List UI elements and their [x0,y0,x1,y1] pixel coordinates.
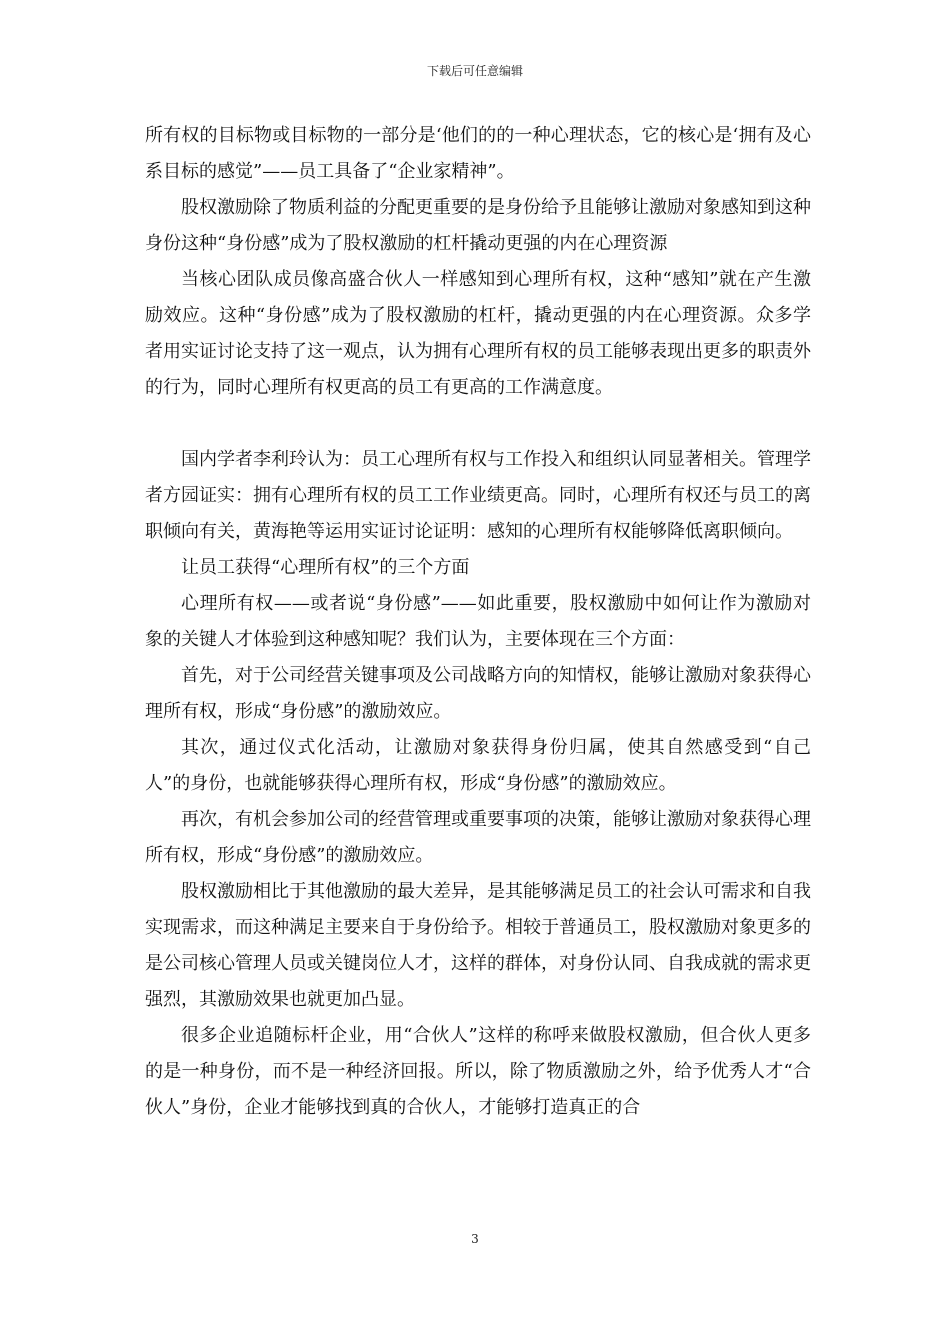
section-heading: 让员工获得“心理所有权”的三个方面 [181,557,470,578]
paragraph-1: 所有权的目标物或目标物的一部分是‘他们的的一种心理状态，它的核心是‘拥有及心系目标的感觉”——员工具备了“企业家精神”。 [145,125,811,182]
paragraph-4: 国内学者李利玲认为：员工心理所有权与工作投入和组织认同显著相关。管理学者方园证实：拥有心理所有权的员工工作业绩更高。同时，心理所有权还与员工的离职倾向有关，黄海艳等运用实证讨论证明：感知的心理所有权能够降低离职倾向。 [145,449,811,542]
paragraph-7: 其次，通过仪式化活动，让激励对象获得身份归属，使其自然感受到“自己人”的身份，也就能够获得心理所有权，形成“身份感”的激励效应。 [145,737,811,794]
page-number: 3 [471,1232,479,1246]
paragraph-9: 股权激励相比于其他激励的最大差异，是其能够满足员工的社会认可需求和自我实现需求，而这种满足主要来自于身份给予。相较于普通员工，股权激励对象更多的是公司核心管理人员或关键岗位人才，这样的群体，对身份认同、自我成就的需求更强烈，其激励效果也就更加凸显。 [145,881,811,1010]
paragraph-8: 再次，有机会参加公司的经营管理或重要事项的决策，能够让激励对象获得心理所有权，形成“身份感”的激励效应。 [145,809,811,866]
paragraph-3: 当核心团队成员像高盛合伙人一样感知到心理所有权，这种“感知”就在产生激励效应。这种“身份感”成为了股权激励的杠杆，撬动更强的内在心理资源。众多学者用实证讨论支持了这一观点，认为拥有心理所有权的员工能够表现出更多的职责外的行为，同时心理所有权更高的员工有更高的工作满意度。 [145,269,811,398]
page-header: 下载后可任意编辑 [426,64,523,78]
paragraph-6: 首先，对于公司经营关键事项及公司战略方向的知情权，能够让激励对象获得心理所有权，形成“身份感”的激励效应。 [145,665,811,722]
paragraph-5: 心理所有权——或者说“身份感”——如此重要，股权激励中如何让作为激励对象的关键人才体验到这种感知呢？我们认为，主要体现在三个方面： [145,593,811,650]
paragraph-10: 很多企业追随标杆企业，用“合伙人”这样的称呼来做股权激励，但合伙人更多的是一种身份，而不是一种经济回报。所以，除了物质激励之外，给予优秀人才“合伙人”身份，企业才能够找到真的合伙人，才能够打造真正的合 [145,1025,811,1118]
document-body [145,118,811,1126]
paragraph-2: 股权激励除了物质利益的分配更重要的是身份给予且能够让激励对象感知到这种身份这种“身份感”成为了股权激励的杠杆撬动更强的内在心理资源 [145,197,811,254]
